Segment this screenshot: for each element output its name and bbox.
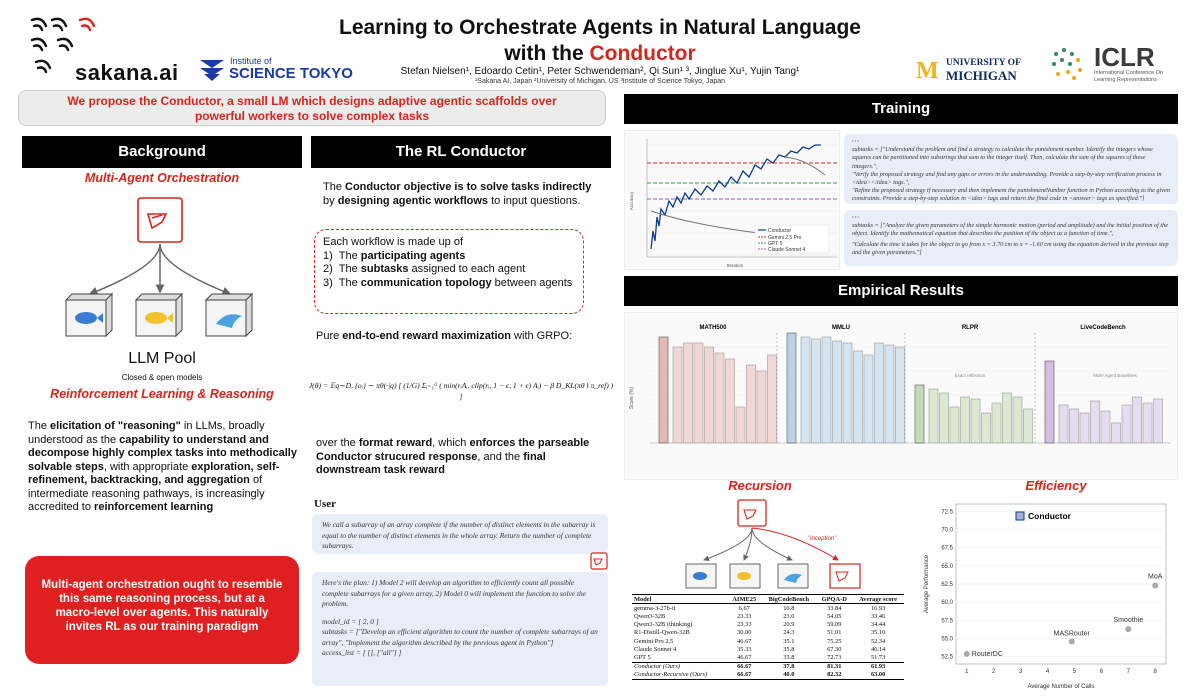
baseline-bar: [971, 399, 980, 443]
baseline-bar: [757, 371, 766, 443]
sakana-logo-text: sakana.ai: [75, 60, 179, 85]
conductor-response-icon: [590, 552, 610, 570]
workflow-item-2: 2) The subtasks assigned to each agent: [323, 263, 526, 275]
baseline-bar: [982, 413, 991, 443]
baseline-bar: [1003, 393, 1012, 443]
baseline-bar: [705, 347, 714, 443]
table-cell: 51.01: [827, 629, 842, 637]
training-chart: [624, 130, 840, 270]
baseline-bar: [1101, 411, 1110, 443]
user-label: User: [314, 498, 336, 510]
efficiency-ytick: 60.0: [941, 600, 953, 607]
efficiency-xtick: 8: [1153, 669, 1157, 675]
training-heading: Training: [624, 94, 1178, 124]
table-cell: 33.46: [870, 612, 886, 620]
table-cell: 30.00: [737, 629, 752, 637]
baseline-bar: [715, 353, 724, 443]
baseline-bar: [1112, 423, 1121, 443]
bench-title-lcb: LiveCodeBench: [1080, 325, 1126, 331]
multi-agent-subheading: Multi-Agent Orchestration: [84, 171, 240, 185]
rl-conductor-heading: The RL Conductor: [311, 136, 611, 168]
baseline-bar: [992, 403, 1001, 443]
iclr-brain-icon: [1046, 44, 1090, 84]
baseline-bar: [1080, 413, 1089, 443]
baseline-bar: [801, 337, 810, 443]
baseline-bar: [940, 393, 949, 443]
efficiency-ylabel: Average Performance: [924, 554, 930, 614]
reward-text: over the format reward, which enforces the parseable Conductor strucured response, and the final downstream task reward: [316, 437, 590, 476]
efficiency-ytick: 65.0: [941, 563, 953, 570]
table-cell: Qwen3-32B (thinking): [634, 621, 693, 629]
table-cell: 33.8: [783, 653, 795, 661]
annot-rlpr: Exact reflection: [954, 373, 986, 378]
training-legend-gemini: Gemini 2.5 Pro: [768, 235, 802, 241]
baseline-bar: [854, 351, 863, 443]
table-cell: 66.67: [737, 671, 752, 679]
umich-m-logo: M: [916, 58, 939, 84]
table-cell: 61.93: [870, 663, 886, 671]
poster-title-line2: with the Conductor: [504, 42, 696, 65]
table-row: [632, 629, 904, 637]
ellipsis-2: ···: [852, 214, 860, 221]
baseline-bar: [929, 389, 938, 443]
table-header-0: Model: [634, 595, 652, 603]
iclr-subtitle: International Conference On Learning Representations: [1094, 70, 1164, 83]
table-row: [632, 645, 904, 653]
table-cell: 10.8: [783, 604, 795, 612]
training-example-2: [844, 210, 1178, 266]
table-cell: 40.0: [783, 671, 795, 679]
table-cell: 6.67: [738, 604, 750, 612]
baseline-bar: [822, 337, 831, 443]
training-example-1-a: subtasks = ["Understand the problem and find a strategy to calculate the punishment number. Identify the integers whose squares can be partitioned into substrings that sum to the integer itself. Then, calculate the sum of the squares of these integers.",: [852, 146, 1153, 170]
training-legend-conductor: Conductor: [768, 228, 792, 234]
efficiency-ytick: 72.5: [941, 509, 953, 516]
table-row: [632, 604, 904, 613]
table-cell: 23.33: [737, 612, 752, 620]
baseline-bar: [961, 397, 970, 443]
recursion-heading: Recursion: [728, 478, 792, 493]
baseline-bar: [1091, 401, 1100, 443]
bench-title-math500: MATH500: [699, 325, 727, 331]
inception-label: "inception": [808, 536, 837, 542]
efficiency-ytick: 55.0: [941, 636, 953, 643]
rl-callout-box: Multi-agent orchestration ought to resemble this same reasoning process, but at a macro-level over agents. This naturally invites RL as our training paradigm: [25, 556, 299, 664]
baseline-bar: [736, 407, 745, 443]
workflow-intro: Each workflow is made up of: [323, 236, 464, 248]
table-cell: 46.14: [870, 645, 886, 653]
table-cell: 23.33: [737, 621, 752, 629]
efficiency-ytick: 67.5: [941, 545, 953, 552]
affiliations: ¹Sakana AI, Japan ²University of Michigan, US ³Institute of Science Tokyo, Japan: [474, 78, 726, 85]
baseline-bar: [1070, 409, 1079, 443]
conductor-bar: [915, 385, 924, 443]
baseline-bar: [1024, 409, 1033, 443]
table-header-3: GPQA-D: [821, 595, 847, 603]
table-cell: 59.09: [827, 621, 842, 629]
table-cell: 75.25: [827, 637, 842, 645]
efficiency-point: [1125, 626, 1131, 632]
table-cell: 35.1: [783, 637, 795, 645]
table-row-ours: [632, 671, 904, 680]
table-header-4: Average score: [859, 595, 898, 603]
benchmark-bars: [659, 333, 1163, 443]
umich-top: UNIVERSITY OF: [946, 58, 1021, 68]
conductor-bar: [787, 333, 796, 443]
science-tokyo-bottom: SCIENCE TOKYO: [229, 65, 353, 82]
conductor-objective: The Conductor objective is to solve tasks indirectly by designing agentic workflows to input questions.: [323, 181, 592, 207]
table-cell: 51.73: [870, 653, 886, 661]
efficiency-scatter-chart: [918, 498, 1176, 694]
table-header-1: AIME25: [732, 595, 757, 603]
iclr-logo-text: ICLR: [1094, 42, 1155, 72]
plan-text: Here's the plan: 1) Model 2 will develop an algorithm to efficiently count all possible complete subarrays for a given array, 2) Model 0 will implement the function to solve the problem.: [322, 578, 586, 608]
table-cell: Qwen3-32B: [634, 612, 666, 620]
training-example-1-c: "Refine the proposed strategy if necessary and then implement the punishmentNumber function in Python according to the given constraints. Provide a step-by-step solution in <idea> tags and return the final code in <answer> tags as specified."]: [852, 187, 1170, 203]
training-legend-gpt5: GPT 5: [768, 241, 783, 247]
proposal-banner: We propose the Conductor, a small LM which designs adaptive agentic scaffolds over powerful workers to solve complex tasks: [18, 90, 606, 126]
baseline-bar: [684, 343, 693, 443]
table-cell: 20.9: [783, 621, 795, 629]
table-cell: 35.33: [737, 645, 752, 653]
llm-pool-diagram: [60, 192, 270, 347]
workflow-item-3: 3) The communication topology between agents: [323, 276, 573, 289]
efficiency-xtick: 5: [1072, 669, 1077, 675]
results-heading: Empirical Results: [624, 276, 1178, 306]
efficiency-xtick: 2: [992, 669, 996, 675]
llm-pool-title: LLM Pool: [128, 350, 196, 367]
llm-pool-caption: Closed & open models: [121, 373, 203, 382]
table-cell: 35.8: [783, 645, 795, 653]
table-cell: 33.84: [827, 604, 842, 612]
science-tokyo-emblem-icon: [198, 56, 228, 82]
table-cell: 35.10: [870, 629, 886, 637]
table-row: [632, 653, 904, 662]
table-cell: 72.73: [827, 653, 842, 661]
baseline-bar: [896, 347, 905, 443]
conductor-plan-box: [312, 572, 608, 686]
background-paragraph: The elicitation of "reasoning" in LLMs, broadly understood as the capability to understand and decompose highly complex tasks into methodically solvable steps, with appropriate exploration, self-refinement, backtracking, and aggregation of intermediate reasoning pathways, is increasingly accredited to reinforcement learning: [28, 420, 297, 513]
training-example-1-b: "Verify the proposed strategy and find any gaps or errors in the understanding. Provide a step-by-step verification process in <idea></idea> tags.",: [852, 170, 1162, 187]
baseline-bar: [833, 341, 842, 443]
efficiency-point-label: RouterDC: [971, 650, 1003, 658]
efficiency-legend-swatch: [1016, 512, 1024, 520]
table-cell: Claude Sonnet 4: [634, 645, 677, 653]
efficiency-ytick: 70.0: [941, 527, 953, 534]
table-cell: 37.8: [783, 663, 795, 671]
table-row-ours: [632, 662, 904, 671]
baseline-bar: [843, 343, 852, 443]
table-cell: 81.31: [827, 663, 842, 671]
table-cell: Conductor (Ours): [634, 663, 680, 671]
background-heading: Background: [22, 136, 302, 168]
baseline-bar: [885, 345, 894, 443]
efficiency-ytick: 52.5: [941, 654, 953, 661]
grpo-formula: J(θ) = 𝔼q∼D, {oᵢ} ∼ πθ(·|q) [ (1/G) Σᵢ₌₁ᴳ ( min(rᵢAᵢ, clip(rᵢ, 1 − ϵ, 1 + ϵ) Aᵢ) − β D_KL(πθ ‖ π_ref) ) ]: [308, 381, 614, 401]
baseline-bar: [864, 355, 873, 443]
baseline-bar: [1143, 403, 1152, 443]
workflow-box: [314, 229, 584, 314]
table-cell: 24.3: [783, 629, 795, 637]
table-cell: 67.30: [827, 645, 842, 653]
efficiency-point-label: MASRouter: [1053, 630, 1090, 638]
efficiency-point: [964, 651, 970, 657]
results-table-container: [632, 594, 904, 680]
training-example-1: [844, 134, 1178, 204]
efficiency-point-label: Smoothie: [1113, 617, 1144, 625]
rl-reasoning-subheading: Reinforcement Learning & Reasoning: [50, 387, 274, 401]
bench-title-rlpr: RLPR: [961, 325, 979, 331]
baseline-bar: [694, 343, 703, 443]
efficiency-ytick: 62.5: [941, 582, 953, 588]
table-cell: 16.93: [870, 604, 886, 612]
baseline-bar: [726, 359, 735, 443]
table-cell: GPT 5: [634, 653, 651, 661]
efficiency-xtick: 6: [1099, 669, 1104, 675]
training-ylabel: Accuracy: [629, 191, 634, 211]
table-cell: 52.34: [870, 637, 886, 645]
ellipsis-1: ···: [852, 138, 860, 145]
baseline-bar: [673, 347, 682, 443]
table-cell: 54.05: [827, 612, 842, 620]
bench-title-mmlu: MMLU: [832, 325, 850, 331]
table-cell: gemma-3-27b-it: [634, 604, 676, 612]
table-cell: 23.0: [783, 612, 795, 620]
table-row: [632, 612, 904, 620]
table-cell: 46.67: [737, 637, 752, 645]
table-cell: Gemini Pro 2.5: [634, 637, 674, 645]
efficiency-point-label: MoA: [1148, 573, 1163, 581]
table-header-2: BigCodeBench: [768, 595, 810, 603]
conductor-bar: [659, 337, 668, 443]
training-example-2-a: subtasks = ["Analyze the given parameters of the simple harmonic motion (period and amplitude) and the initial position of the object. Identify the mathematical equation that describes the position of the object as a function of time.",: [852, 222, 1168, 238]
grpo-text: Pure end-to-end reward maximization with GRPO:: [316, 330, 573, 342]
efficiency-legend: Conductor: [1028, 511, 1071, 521]
efficiency-heading: Efficiency: [1025, 478, 1087, 493]
user-prompt-box: We call a subarray of an array complete if the number of distinct elements in the subarray is equal to the number of distinct elements in the whole array. Return the number of complete subarrays.: [312, 514, 608, 554]
table-row: [632, 637, 904, 645]
authors: Stefan Nielsen¹, Edoardo Cetin¹, Peter Schwendeman², Qi Sun¹ ³, Jinglue Xu¹, Yujin Tang¹: [400, 66, 800, 77]
umich-bottom: MICHIGAN: [946, 68, 1017, 83]
table-cell: 63.00: [870, 671, 886, 679]
annot-lcb: Multi-Agent Baselines: [1093, 373, 1137, 378]
workflow-item-1: 1) The participating agents: [323, 249, 466, 262]
table-cell: 82.32: [827, 671, 842, 679]
table-cell: 34.44: [870, 621, 886, 629]
plan-code-subtasks: subtasks = ["Develop an efficient algorithm to count the number of complete subarrays of an array", "Implement the algorithm described by the previous agent in Python"]: [322, 627, 598, 647]
baseline-bar: [1059, 405, 1068, 443]
table-cell: 66.67: [737, 663, 752, 671]
poster-title-line1: Learning to Orchestrate Agents in Natural Language: [339, 16, 861, 39]
baseline-bar: [1133, 397, 1142, 443]
efficiency-xtick: 3: [1018, 669, 1023, 675]
baseline-bar: [1154, 399, 1163, 443]
results-table: [632, 594, 904, 680]
efficiency-xtick: 7: [1126, 669, 1130, 675]
baseline-bar: [950, 407, 959, 443]
training-example-2-b: "Calculate the time it takes for the object to go from x = 3.70 cm to x = -1.60 cm using the equation derived in the previous step and the given parameters."]: [852, 240, 1169, 256]
table-cell: 46.67: [737, 653, 752, 661]
efficiency-xtick: 4: [1045, 669, 1050, 675]
recursion-diagram: [680, 496, 890, 592]
conductor-bar: [1045, 361, 1054, 443]
baseline-bar: [768, 355, 777, 443]
baseline-bar: [812, 339, 821, 443]
baseline-bar: [875, 343, 884, 443]
efficiency-xlabel: Average Number of Calls: [1027, 684, 1095, 690]
plan-code-model-id: model_id = [ 2, 0 ]: [322, 616, 379, 626]
baseline-bar: [747, 365, 756, 443]
plan-code-access-list: access_list = [ [], ["all"] ]: [322, 648, 402, 657]
table-cell: R1-Distill-Qwen-32B: [634, 629, 690, 637]
efficiency-xtick: 1: [965, 669, 969, 675]
efficiency-ytick: 57.5: [941, 618, 953, 625]
baseline-bar: [1122, 405, 1131, 443]
benchmark-ylabel: Score (%): [629, 386, 635, 410]
table-cell: Conductor-Recursive (Ours): [634, 671, 708, 679]
training-legend-claude: Claude Sonnet 4: [768, 247, 806, 253]
efficiency-point: [1152, 582, 1158, 588]
baseline-bar: [1013, 397, 1022, 443]
efficiency-point: [1069, 638, 1075, 644]
table-row: [632, 621, 904, 629]
science-tokyo-top: Institute of: [230, 56, 272, 66]
training-xlabel: Iteration: [726, 263, 744, 268]
benchmark-bar-chart: [624, 312, 1178, 480]
